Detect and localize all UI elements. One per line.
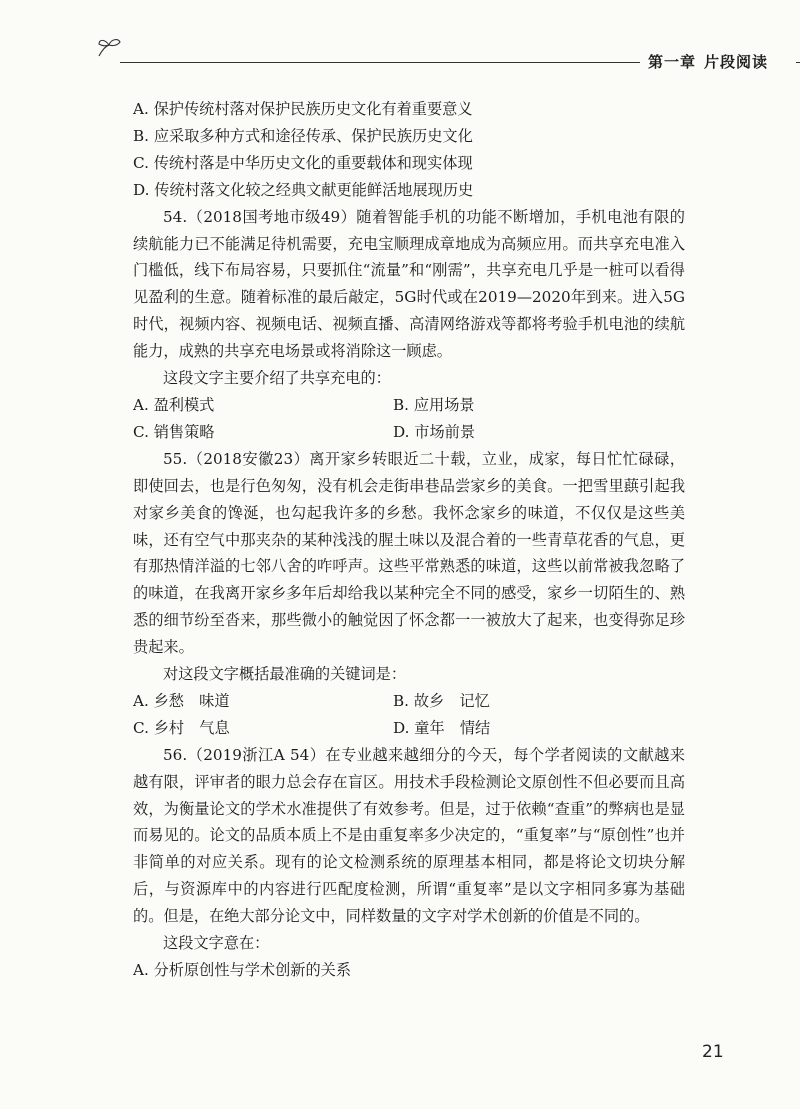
q55-option-d: D. 童年 情结 <box>393 718 491 737</box>
leaf-ornament-icon <box>96 36 122 58</box>
q56-option-a: A. 分析原创性与学术创新的关系 <box>133 961 352 979</box>
page-content <box>133 96 685 984</box>
q56-prompt: 这段文字意在： <box>163 934 270 953</box>
page-number: 21 <box>702 1042 724 1062</box>
section-label: 片段阅读 <box>704 53 769 71</box>
q54-option-c: C. 销售策略 <box>133 422 215 441</box>
header-rule-left <box>120 62 640 63</box>
q55-options-row-1 <box>133 688 685 715</box>
q54-option-d: D. 市场前景 <box>393 422 476 441</box>
q53-option-c: C. 传统村落是中华历史文化的重要载体和现实体现 <box>133 153 473 172</box>
q54-option-a: A. 盈利模式 <box>133 395 215 414</box>
q54-option-b: B. 应用场景 <box>393 395 475 414</box>
q54-prompt: 这段文字主要介绍了共享充电的： <box>163 369 391 388</box>
q54-options-row-2 <box>133 419 685 446</box>
q54-options-row-1 <box>133 392 685 419</box>
q55-option-b: B. 故乡 记忆 <box>393 691 490 710</box>
q56-passage: 56.（2019浙江A 54）在专业越来越细分的今天，每个学者阅读的文献越来越有限，评审者的眼力总会存在盲区。用技术手段检测论文原创性不但必要而且高效，为衡量论文的学术水准提供了有效参考。但是，过于依赖“查重”的弊病也是显而易见的。论文的品质本质上不是由重复率多少决定的，“重复率”与“原创性”也并非简单的对应关系。现有的论文检测系统的原理基本相同，都是将论文切块分解后，与资源库中的内容进行匹配度检测，所谓“重复率”是以文字相同多寡为基础的。但是，在绝大部分论文中，同样数量的文字对学术创新的价值是不同的。 <box>133 745 685 926</box>
q53-option-a: A. 保护传统村落对保护民族历史文化有着重要意义 <box>133 100 473 118</box>
running-header <box>96 34 800 74</box>
header-title <box>648 51 768 72</box>
q55-option-a: A. 乡愁 味道 <box>133 691 230 710</box>
q53-option-d: D. 传统村落文化较之经典文献更能鲜活地展现历史 <box>133 180 474 199</box>
chapter-label: 第一章 <box>648 53 697 71</box>
q54-passage: 54.（2018国考地市级49）随着智能手机的功能不断增加，手机电池有限的续航能力已不能满足待机需要，充电宝顺理成章地成为高频应用。而共享充电准入门槛低，线下布局容易，只要抓住“流量”和“刚需”，共享充电几乎是一桩可以看得见盈利的生意。随着标准的最后敲定，5G时代或在2019—2020年到来。进入5G时代，视频内容、视频电话、视频直播、高清网络游戏等都将考验手机电池的续航能力，成熟的共享充电场景或将消除这一顾虑。 <box>133 207 685 361</box>
q55-options-row-2 <box>133 715 685 742</box>
header-rule-right <box>796 62 800 63</box>
q55-passage: 55.（2018安徽23）离开家乡转眼近二十载，立业，成家，每日忙忙碌碌，即使回去，也是行色匆匆，没有机会走街串巷品尝家乡的美食。一把雪里蕻引起我对家乡美食的馋涎，也勾起我许多的乡愁。我怀念家乡的味道，不仅仅是这些美味，还有空气中那夹杂的某种浅浅的腥土味以及混合着的一些青草花香的气息，更有那热情洋溢的七邻八舍的咋呼声。这些平常熟悉的味道，这些以前常被我忽略了的味道，在我离开家乡多年后却给我以某种完全不同的感受，家乡一切陌生的、熟悉的细节纷至沓来，那些微小的触觉因了怀念都一一被放大了起来，也变得弥足珍贵起来。 <box>133 449 685 657</box>
q53-option-b: B. 应采取多种方式和途径传承、保护民族历史文化 <box>133 126 473 145</box>
q55-prompt: 对这段文字概括最准确的关键词是： <box>163 665 406 684</box>
q55-option-c: C. 乡村 气息 <box>133 718 230 737</box>
